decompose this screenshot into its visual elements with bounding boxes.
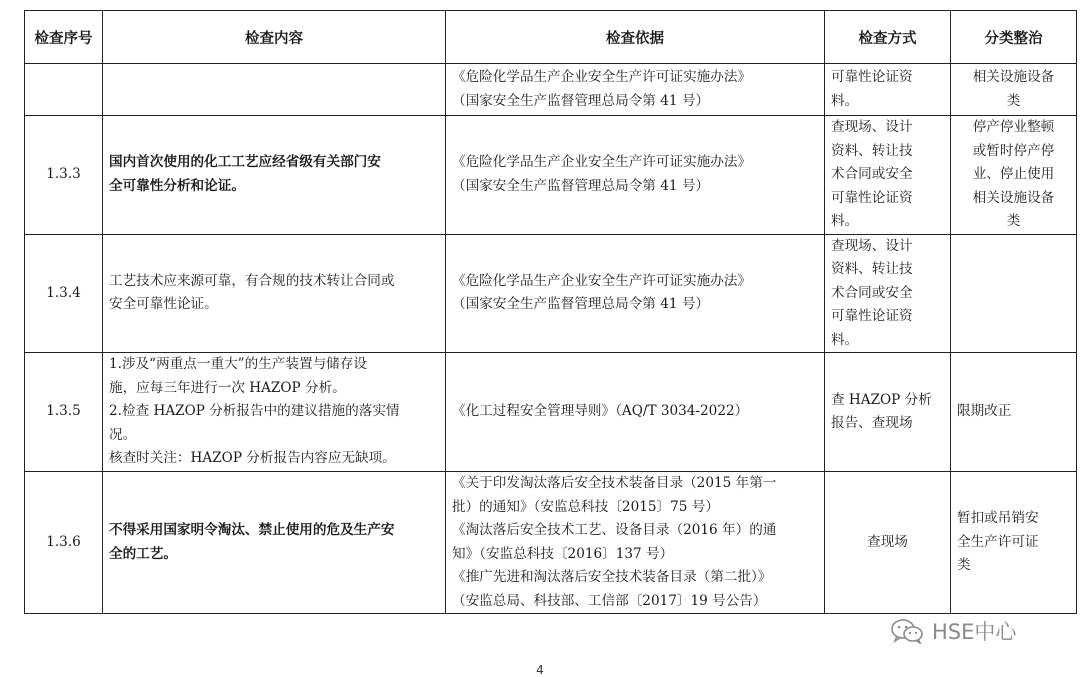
check-method-line: 可靠性论证资 bbox=[831, 308, 913, 324]
table-row bbox=[25, 472, 1077, 614]
check-basis-line: 《关于印发淘汰落后安全技术装备目录（2015 年第一 bbox=[452, 475, 777, 491]
check-basis-line: 《危险化学品生产企业安全生产许可证实施办法》 bbox=[452, 272, 752, 289]
table-row bbox=[25, 353, 1077, 472]
check-basis-line: （安监总局、科技部、工信部〔2017〕19 号公告） bbox=[452, 592, 767, 609]
rectify-category-line: 停产停业整顿 bbox=[972, 119, 1055, 135]
check-method-line: 料。 bbox=[831, 331, 859, 348]
check-basis bbox=[446, 353, 825, 472]
table-row bbox=[25, 234, 1077, 353]
rectify-category-line: 全生产许可证 bbox=[957, 533, 1039, 550]
rectify-category bbox=[951, 234, 1077, 353]
check-basis-line: （国家安全生产监督管理总局令第 41 号） bbox=[452, 92, 710, 109]
check-basis-line: 《淘汰落后安全技术工艺、设备目录（2016 年）的通 bbox=[452, 522, 777, 538]
rectify-category bbox=[951, 472, 1077, 614]
check-content-line: 施，应每三年进行一次 HAZOP 分析。 bbox=[109, 379, 346, 396]
rectify-category-line: 类 bbox=[957, 557, 971, 574]
rectify-category-line: 业、停止使用 bbox=[972, 166, 1055, 182]
check-method-line: 查现场、设计 bbox=[831, 237, 913, 254]
row-number bbox=[25, 64, 103, 116]
check-content-line: 全的工艺。 bbox=[109, 545, 177, 562]
check-method-line: 可靠性论证资 bbox=[831, 189, 913, 206]
check-method-line: 报告、查现场 bbox=[831, 415, 913, 431]
check-method-line: 查 HAZOP 分析 bbox=[831, 391, 932, 408]
rectify-category-line: 限期改正 bbox=[957, 403, 1012, 420]
check-method-line: 术合同或安全 bbox=[831, 284, 913, 301]
rectify-category-line: 类 bbox=[1006, 213, 1021, 229]
check-content bbox=[103, 234, 446, 353]
check-basis-line: 批）的通知》（安监总科技〔2015〕75 号） bbox=[452, 498, 719, 515]
check-content bbox=[103, 64, 446, 116]
check-basis-line: （国家安全生产监督管理总局令第 41 号） bbox=[452, 296, 710, 313]
header-method: 检查方式 bbox=[825, 11, 951, 64]
header-basis: 检查依据 bbox=[446, 11, 825, 64]
check-content bbox=[103, 353, 446, 472]
row-number: 1.3.5 bbox=[25, 353, 103, 472]
check-basis bbox=[446, 64, 825, 116]
check-content bbox=[103, 472, 446, 614]
rectify-category bbox=[951, 64, 1077, 116]
rectify-category-line: 暂扣或吊销安 bbox=[957, 510, 1039, 527]
check-method-line: 资料、转让技 bbox=[831, 142, 913, 159]
inspection-table bbox=[24, 10, 1077, 614]
check-content-line: 工艺技术应来源可靠，有合规的技术转让合同或 bbox=[109, 272, 395, 289]
check-basis bbox=[446, 116, 825, 235]
check-method-line: 料。 bbox=[831, 213, 859, 229]
check-content-line: 全可靠性分析和论证。 bbox=[109, 177, 245, 194]
check-method-line: 查现场、设计 bbox=[831, 119, 913, 135]
page-number: 4 bbox=[536, 663, 544, 677]
rectify-category bbox=[951, 353, 1077, 472]
rectify-category-line: 类 bbox=[1006, 92, 1021, 109]
rectify-category-line: 或暂时停产停 bbox=[972, 142, 1055, 159]
check-content-line: 核查时关注：HAZOP 分析报告内容应无缺项。 bbox=[109, 450, 396, 467]
check-method bbox=[825, 64, 951, 116]
check-method-line: 查现场 bbox=[867, 533, 908, 550]
check-basis-line: 《推广先进和淘汰落后安全技术装备目录（第二批）》 bbox=[452, 569, 772, 585]
rectify-category-line: 相关设施设备 bbox=[972, 69, 1055, 85]
check-method-line: 可靠性论证资 bbox=[831, 69, 913, 85]
check-basis-line: （国家安全生产监督管理总局令第 41 号） bbox=[452, 177, 710, 194]
check-content-line: 况。 bbox=[109, 426, 137, 443]
check-content-line: 2.检查 HAZOP 分析报告中的建议措施的落实情 bbox=[109, 403, 400, 420]
header-rectify: 分类整治 bbox=[951, 11, 1077, 64]
check-method-line: 术合同或安全 bbox=[831, 166, 913, 182]
table-header-row bbox=[25, 11, 1077, 64]
check-basis-line: 《化工过程安全管理导则》（AQ/T 3034-2022） bbox=[452, 403, 749, 420]
check-method bbox=[825, 472, 951, 614]
watermark bbox=[890, 616, 1016, 646]
check-method bbox=[825, 116, 951, 235]
table-row bbox=[25, 116, 1077, 235]
rectify-category-line: 相关设施设备 bbox=[972, 189, 1055, 206]
check-basis-line: 《危险化学品生产企业安全生产许可证实施办法》 bbox=[452, 69, 752, 85]
check-content-line: 国内首次使用的化工工艺应经省级有关部门安 bbox=[109, 154, 381, 171]
check-method bbox=[825, 234, 951, 353]
check-content-line: 不得采用国家明令淘汰、禁止使用的危及生产安 bbox=[109, 522, 395, 538]
check-basis-line: 知》（安监总科技〔2016〕137 号） bbox=[452, 545, 674, 562]
check-method-line: 料。 bbox=[831, 92, 859, 109]
rectify-category bbox=[951, 116, 1077, 235]
header-seq: 检查序号 bbox=[25, 11, 103, 64]
check-content-line: 安全可靠性论证。 bbox=[109, 296, 218, 313]
table-body bbox=[25, 64, 1077, 614]
check-method bbox=[825, 353, 951, 472]
check-content-line: 1.涉及“两重点一重大”的生产装置与储存设 bbox=[109, 356, 367, 373]
row-number: 1.3.3 bbox=[25, 116, 103, 235]
wechat-icon bbox=[890, 618, 924, 644]
header-content: 检查内容 bbox=[103, 11, 446, 64]
check-basis bbox=[446, 472, 825, 614]
check-method-line: 资料、转让技 bbox=[831, 261, 913, 277]
watermark-text: HSE中心 bbox=[932, 620, 1017, 644]
table-row bbox=[25, 64, 1077, 116]
check-content bbox=[103, 116, 446, 235]
row-number: 1.3.4 bbox=[25, 234, 103, 353]
check-basis-line: 《危险化学品生产企业安全生产许可证实施办法》 bbox=[452, 154, 752, 171]
check-basis bbox=[446, 234, 825, 353]
row-number: 1.3.6 bbox=[25, 472, 103, 614]
